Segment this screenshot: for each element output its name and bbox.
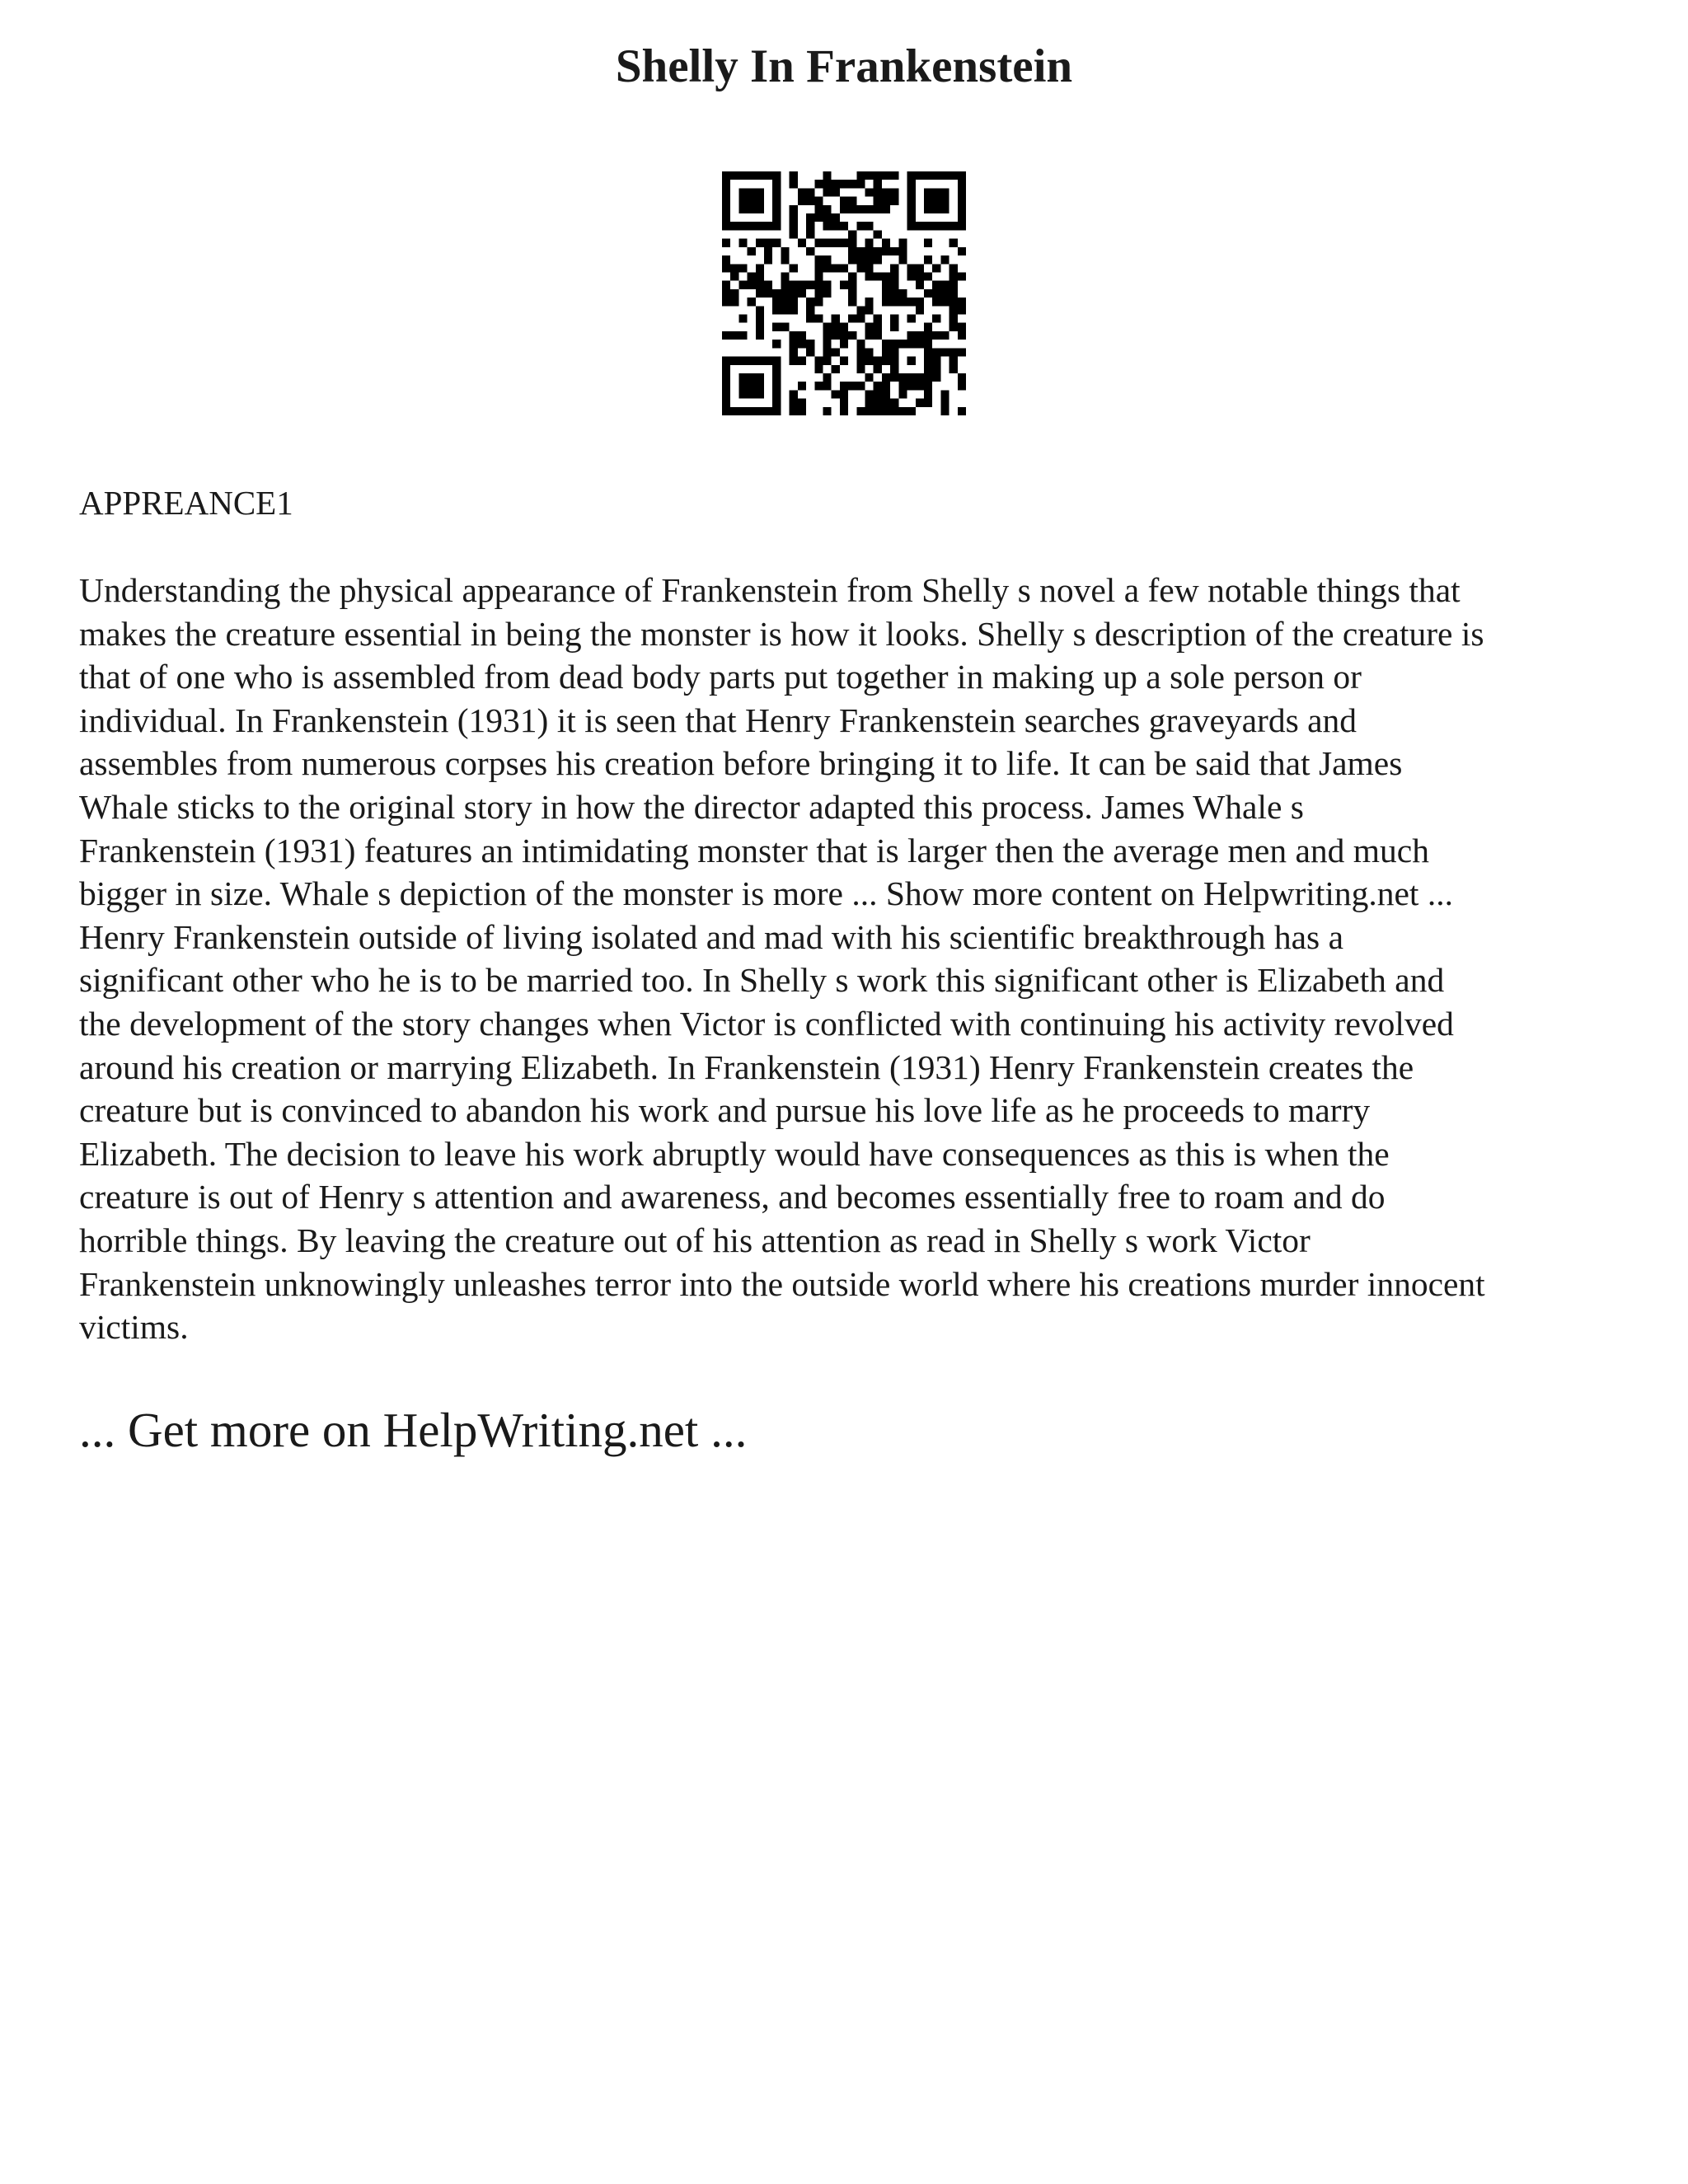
body-line: Understanding the physical appearance of Frankenstein from Shelly s novel a few notable things that [79,571,1461,609]
body-line: individual. In Frankenstein (1931) it is seen that Henry Frankenstein searches graveyards and [79,701,1357,739]
body-line: Frankenstein unknowingly unleashes terror into the outside world where his creations murder innocent [79,1264,1485,1303]
get-more-link[interactable]: ... Get more on HelpWriting.net ... [79,1403,748,1457]
body-line: around his creation or marrying Elizabeth. In Frankenstein (1931) Henry Frankenstein creates the [79,1047,1414,1086]
body-line: Frankenstein (1931) features an intimidating monster that is larger then the average men and much [79,831,1429,869]
body-line: Henry Frankenstein outside of living isolated and mad with his scientific breakthrough has a [79,917,1344,956]
body-line: makes the creature essential in being the monster is how it looks. Shelly s description of the creature is [79,614,1484,653]
body-line: victims. [79,1308,189,1347]
body-line: Whale sticks to the original story in how the director adapted this process. James Whale s [79,787,1304,826]
body-paragraph [79,569,1620,1349]
body-line: creature is out of Henry s attention and awareness, and becomes essentially free to roam and do [79,1178,1386,1216]
document-title: Shelly In Frankenstein [615,40,1073,92]
body-line: assembles from numerous corpses his creation before bringing it to life. It can be said that James [79,744,1403,783]
section-label: APPREANCE1 [79,484,293,522]
body-line: that of one who is assembled from dead body parts put together in making up a sole person or [79,658,1362,696]
body-line: bigger in size. Whale s depiction of the monster is more ... Show more content on Helpwriting.net ... [79,874,1453,913]
body-line: significant other who he is to be married too. In Shelly s work this significant other is Elizabeth and [79,961,1445,1000]
body-line: creature but is convinced to abandon his work and pursue his love life as he proceeds to marry [79,1091,1371,1130]
body-line: Elizabeth. The decision to leave his work abruptly would have consequences as this is when the [79,1134,1390,1173]
body-line: the development of the story changes when Victor is conflicted with continuing his activity revolved [79,1004,1454,1043]
body-line: horrible things. By leaving the creature out of his attention as read in Shelly s work Victor [79,1221,1311,1259]
qr-code-icon [722,171,966,415]
